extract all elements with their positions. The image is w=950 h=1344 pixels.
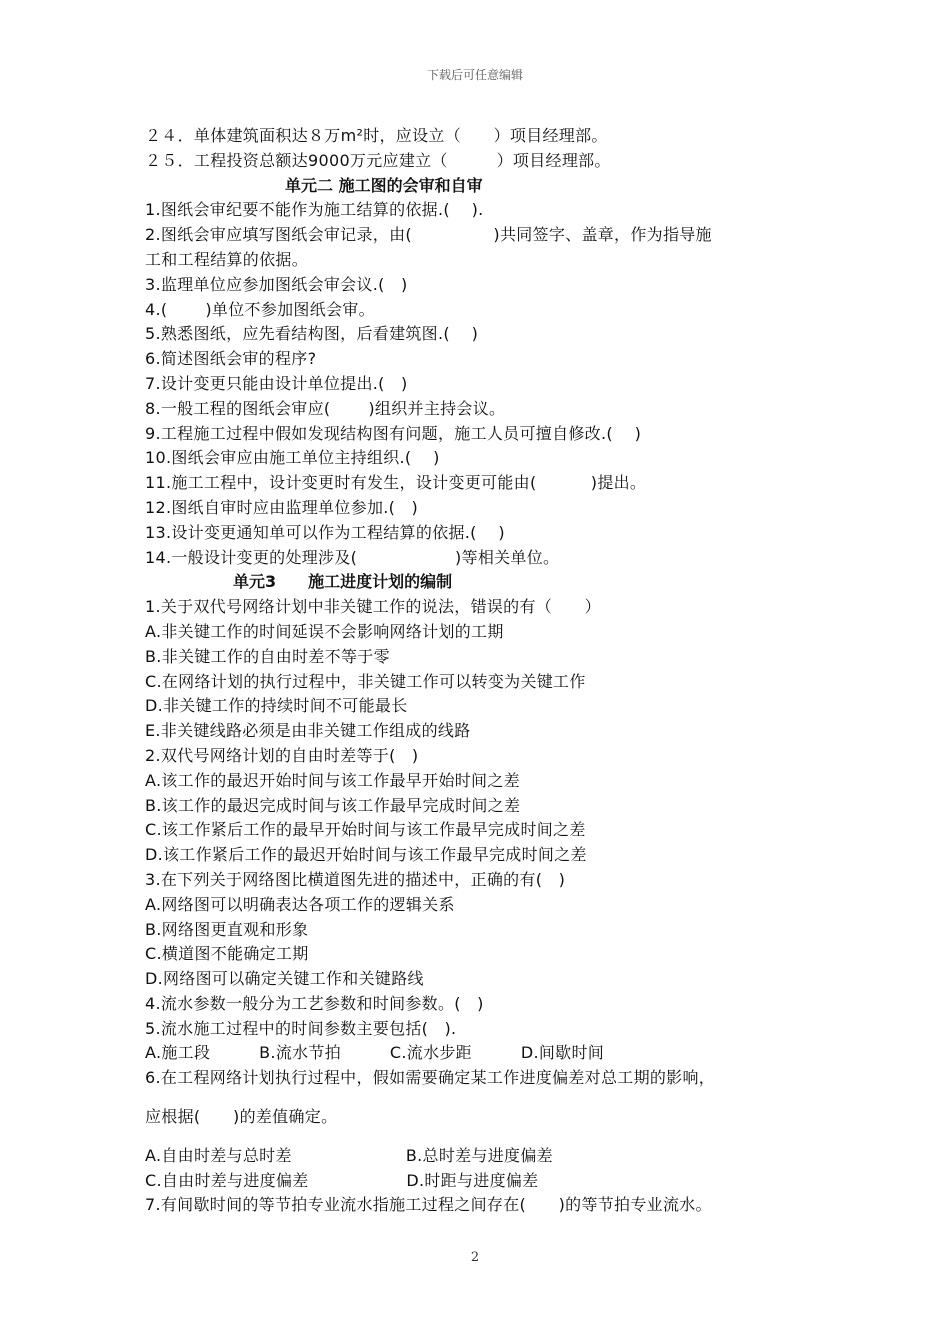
- text-line: 应根据( )的差值确定。: [145, 1107, 338, 1127]
- text-line: A.该工作的最迟开始时间与该工作最早开始时间之差: [145, 770, 520, 790]
- text-line: 4.流水参数一般分为工艺参数和时间参数。( ): [145, 993, 484, 1013]
- text-line: 4.( )单位不参加图纸会审。: [145, 299, 375, 319]
- text-line: A.自由时差与总时差 B.总时差与进度偏差: [145, 1145, 553, 1165]
- text-line: 13.设计变更通知单可以作为工程结算的依据.( ): [145, 522, 505, 542]
- text-line: C.自由时差与进度偏差 D.时距与进度偏差: [145, 1170, 539, 1190]
- text-line: B.非关键工作的自由时差不等于零: [145, 646, 390, 666]
- document-body: [145, 124, 825, 1218]
- page-header: 下载后可任意编辑: [426, 68, 523, 82]
- text-line: D.网络图可以确定关键工作和关键路线: [145, 969, 424, 989]
- text-line: D.该工作紧后工作的最迟开始时间与该工作最早完成时间之差: [145, 845, 587, 865]
- text-line: 11.施工工程中，设计变更时有发生，设计变更可能由( )提出。: [145, 473, 647, 493]
- text-line: 10.图纸会审应由施工单位主持组织.( ): [145, 448, 440, 468]
- text-line: 1.图纸会审纪要不能作为施工结算的依据.( ).: [145, 200, 484, 220]
- text-line: 2.图纸会审应填写图纸会审记录，由( )共同签字、盖章，作为指导施: [145, 225, 712, 245]
- text-line: D.非关键工作的持续时间不可能最长: [145, 696, 408, 716]
- text-line: A.非关键工作的时间延误不会影响网络计划的工期: [145, 621, 504, 641]
- text-line: 5.流水施工过程中的时间参数主要包括( ).: [145, 1018, 457, 1038]
- text-line: 8.一般工程的图纸会审应( )组织并主持会议。: [145, 398, 506, 418]
- paragraph-spacer: [145, 1091, 825, 1105]
- text-line: ２４．单体建筑面积达８万m²时，应设立（ ）项目经理部。: [145, 126, 608, 145]
- text-line: C.横道图不能确定工期: [145, 944, 309, 964]
- text-line: C.在网络计划的执行过程中，非关键工作可以转变为关键工作: [145, 671, 586, 691]
- text-line: 1.关于双代号网络计划中非关键工作的说法，错误的有（ ）: [145, 597, 601, 617]
- text-line: 5.熟悉图纸，应先看结构图，后看建筑图.( ): [145, 324, 479, 344]
- text-line: 6.在工程网络计划执行过程中，假如需要确定某工作进度偏差对总工期的影响，: [145, 1068, 716, 1088]
- text-line: C.该工作紧后工作的最早开始时间与该工作最早完成时间之差: [145, 820, 586, 840]
- text-line: 6.简述图纸会审的程序?: [145, 349, 317, 369]
- text-line: ２５．工程投资总额达9000万元应建立（ ）项目经理部。: [145, 150, 611, 170]
- text-line: 3.监理单位应参加图纸会审会议.( ): [145, 274, 408, 294]
- paragraph-spacer: [145, 1130, 825, 1144]
- text-line: 7.有间歇时间的等节拍专业流水指施工过程之间存在( )的等节拍专业流水。: [145, 1195, 712, 1215]
- section-heading: 单元二 施工图的会审和自审: [285, 175, 483, 195]
- text-line: 14.一般设计变更的处理涉及( )等相关单位。: [145, 547, 560, 567]
- text-line: A.施工段 B.流水节拍 C.流水步距 D.间歇时间: [145, 1043, 605, 1063]
- page-number: 2: [470, 1250, 480, 1265]
- text-line: 工和工程结算的依据。: [145, 249, 309, 269]
- text-line: B.网络图更直观和形象: [145, 919, 309, 939]
- section-heading: 单元3 施工进度计划的编制: [233, 572, 453, 592]
- text-line: 2.双代号网络计划的自由时差等于( ): [145, 745, 419, 765]
- text-line: A.网络图可以明确表达各项工作的逻辑关系: [145, 894, 455, 914]
- text-line: 3.在下列关于网络图比横道图先进的描述中，正确的有( ): [145, 869, 566, 889]
- text-line: B.该工作的最迟完成时间与该工作最早完成时间之差: [145, 795, 521, 815]
- text-line: E.非关键线路必须是由非关键工作组成的线路: [145, 721, 471, 741]
- text-line: 7.设计变更只能由设计单位提出.( ): [145, 373, 408, 393]
- text-line: 9.工程施工过程中假如发现结构图有问题，施工人员可擅自修改.( ): [145, 423, 642, 443]
- text-line: 12.图纸自审时应由监理单位参加.( ): [145, 497, 419, 517]
